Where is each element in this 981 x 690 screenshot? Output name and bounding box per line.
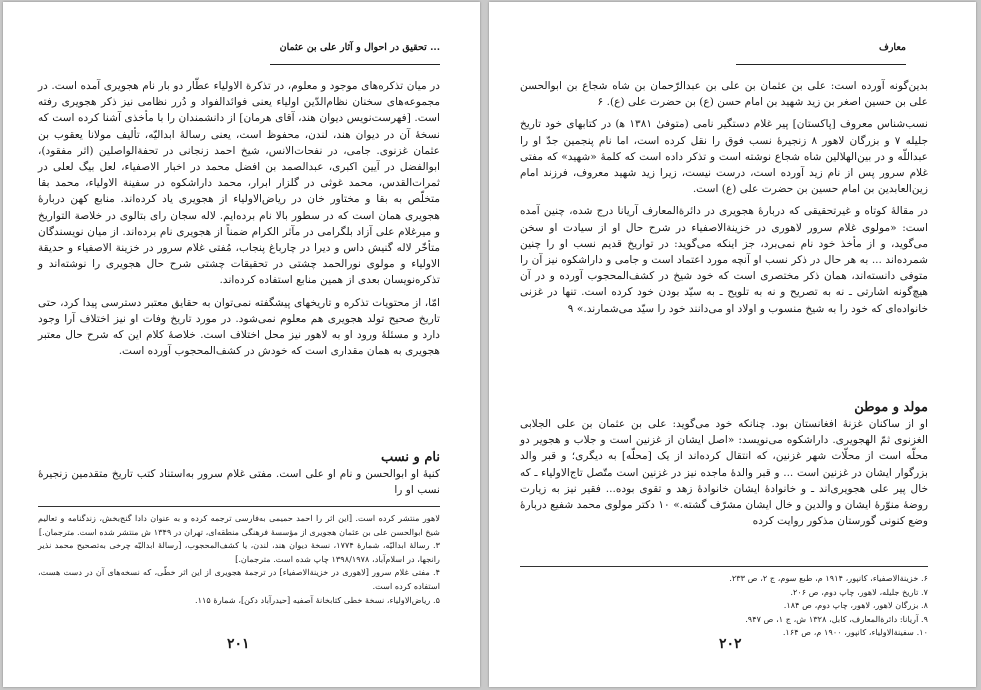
header-rule xyxy=(270,64,440,65)
footnote: ۵. ریاض‌الاولیاء، نسخهٔ خطی کتابخانهٔ آصفیه [حیدرآباد دکن]، شمارهٔ ۱۱۵. xyxy=(194,594,440,605)
page-number: ۲۰۱ xyxy=(227,636,250,652)
paragraph: نسب‌شناس معروف [پاکستان] پیر غلام دستگیر نامی (متوفیٰ ۱۳۸۱ ﻫ) در کتابهای خود تاریخ جلیله ۷ و بزرگان لاهور ۸ زنجیرهٔ نسب فوق را نقل کرده است، اما نام پنجمین جدّ او را عبداللّه و در بین‌الهلالین شاه شجاع نوشته است و تذکر داده است که کلمهٔ «شهید» که مفتی غلام سرور پس از نام زید آورده است، درست نیست، زیرا زید شهید معروف، فرزند امام زین‌العابدین بن امام حسین بن حضرت علی (ع) است. xyxy=(520,118,929,196)
footnote: ۴. مفتی غلام سرور [لاهوری در خزینة‌الاصفیاء] در ترجمهٔ هجویری از این اثر خطّی، که نسخه‌های آن در دست هست، استفاده کرده است. xyxy=(38,567,440,591)
footnote: ۳. رسالهٔ ابدالیّه، شمارهٔ ۱۷۷۴، نسخهٔ دیوان هند، لندن، یا کشف‌المحجوب، [رسالهٔ ابدالیّه چرخی به‌تصحیح محمد نذیر رانجها، در اسلام‌آباد، ۱۳۹۸/۱۹۷۸ چاپ شده است. مترجمان.] xyxy=(38,540,440,564)
right-book-page xyxy=(489,2,976,687)
footnote-rule xyxy=(520,566,928,567)
footnote: ۹. آریانا: دائرة‌المعارف، کابل، ۱۳۲۸ ش، ج ۱، ص ۹۴۷. xyxy=(745,613,928,624)
paragraph: در مقالهٔ کوتاه و غیرتحقیقی که دربارهٔ هجویری در دائرة‌المعارف آریانا درج شده، چنین آمده است: «مولوی غلام سرور لاهوری در خزینة‌الاصفیاء در شرح حال او از سیادت او سخن می‌گوید، و از مأخذ خود نام نمی‌برد، جز اینکه می‌گوید: در تواریخ قدیم نسب او را چنین شمرده‌اند ... به هر حال در ذکر نسب او آنچه مورد اعتماد است و جامی و داراشکوه نیز آن را متوفی دانسته‌اند، همان ذکر مختصری است که خود شیخ در کشف‌المحجوب آورده و در آن هیچ‌گونه اشارتی ـ نه به تصریح و نه به تلویح ـ به سیّد بودن خود کرده است. تنها در غزنی خانواده‌ای که خود را به شیخ منسوب و اولاد او می‌دانند خود را سیّد می‌شمارند.» ۹ xyxy=(520,205,928,315)
footnote: ۶. خزینة‌الاصفیاء، کانپور، ۱۹۱۴ م، طبع سوم، ج ۲، ص ۲۳۳. xyxy=(729,573,928,583)
section-heading: مولد و موطن xyxy=(854,400,928,415)
section-text: کنیهٔ او ابوالحسن و نام او علی است. مفتی غلام سرور به‌استناد کتب تاریخ متقدمین زنجیرهٔ نسب او را xyxy=(38,468,440,497)
main-text xyxy=(520,78,928,323)
footnotes xyxy=(520,572,928,640)
footnote: لاهور منتشر کرده است. [این اثر را احمد حمیمی به‌فارسی ترجمه کرده و به عنوان دادا گنج‌بخش، زندگنامه و تعالیم شیخ ابوالحسن علی بن عثمان هجویری از مؤسسهٔ فرهنگی منطقه‌ای، تهران در ۱۳۴۹ ش منتشر شده است. مترجمان.] xyxy=(38,513,440,537)
footnotes xyxy=(38,512,440,607)
footnote: ۷. تاریخ جلیله، لاهور، چاپ دوم، ص ۲۰۶. xyxy=(790,586,928,597)
page-number: ۲۰۲ xyxy=(719,636,742,652)
left-book-page xyxy=(3,2,480,687)
paragraph: بدین‌گونه آورده است: علی بن عثمان بن علی بن عبدالرّحمان بن شاه شجاع بن ابوالحسن علی بن حسین اصغر بن زید شهید بن امام حسن (ع) بن حضرت علی (ع). ۶ xyxy=(520,80,928,109)
header-rule xyxy=(736,64,906,65)
section-text: او از ساکنان غزنهٔ افغانستان بود. چنانکه خود می‌گوید: علی بن عثمان بن علی الجلابی الغزنوی ثمّ الهجویری. داراشکوه می‌نویسد: «اصل ایشان از غزنین است و جلاب و هجویر دو محلّه است از محلّات شهر غزنین، که انتقال کرده‌اند از یک [محلّه] به دیگری؛ و قبر والد بزرگوار ایشان در غزنین است ... و قبر والدهٔ ماجده نیز در غزنین است متّصل تاج‌الاولیاء ـ که خال پیر علی هجویری‌اند ـ و خانوادهٔ ایشان خانوادهٔ زهد و تقوی بوده... فقیر نیز به زیارت روضهٔ منوّرهٔ ایشان و والدین و خال ایشان مشرّف گشته.» ۱۰ دکتر مولوی محمد شفیع دربارهٔ وضع کنونی گورستان مذکور روایت کرده xyxy=(520,418,929,528)
running-header: معارف xyxy=(878,42,906,53)
paragraph: امّا، از محتویات تذکره و تاریخهای پیشگفته نمی‌توان به حقایق معتبر دسترسی پیدا کرد، حتی تاریخ صحیح تولد هجویری هم معلوم نمی‌شود. در مورد تاریخ وفات او نیز اختلاف آرا وجود دارد و مسئلهٔ ورود او به لاهور نیز محل اختلاف است. خلاصهٔ کلام این که شرح حال معتبر هجویری به همان مقداری است که خودش در کشف‌المحجوب آورده است. xyxy=(38,296,440,358)
footnote: ۸. بزرگان لاهور، لاهور، چاپ دوم، ص ۱۸۴. xyxy=(783,600,928,611)
paragraph: در میان تذکره‌های موجود و معلوم، در تذکرة الاولیاء عطّار دو بار نام هجویری آمده است. در مجموعه‌های سخنان نظام‌الدّین اولیاء یعنی فوائدالفواد و دُرر نظامی نیز ذکر هجویری رفته است. [فهرست‌نویس دیوان هند، آقای هرمان] از دانشمندان را با مأخذی آشنا کرده است که نسخهٔ آن در دیوان هند، لندن، محفوظ است، یعنی رسالهٔ ابدالیّه، تألیف مولانا یعقوب بن عثمان غزنوی. جامی، در نفحات‌الانس، شیخ احمد زنجانی در تحفة‌الواصلین (اثر مفقود)، ابوالفضل در آیین اکبری، عبدالصمد بن افضل محمد در اخبار الاصفیاء، لعل بیگ لعلی در ثمرات‌القدس، محمد غوثی در گلزار ابرار، محمد داراشکوه در سفینة الاولیاء، محمد بقا متخلّص به بقا و مختاور خان در ریاض‌الاولیاء از هجویری یاد کرده‌اند. منابع کهن دربارهٔ هجویری همان است که در سطور بالا نام برده‌ایم. لاله سجان رای بتالوی در خلاصة التواریخ و میرغلام علی آزاد بلگرامی در مآثر الکرام ضمناً از هجویری نام برده‌اند. از میان نویسندگان متأخّر لاله گنیش داس و دیرا در چارباغ پنجاب، مُفتی غلام سرور در خزینة الاصفیاء و حدیقة الاولیاء و مولوی نورالحمد چشتی در تحقیقات چشتی شرح حال هجویری را نوشته‌اند و تذکره‌نویسان بعدی از همین منابع استفاده کرده‌اند. xyxy=(38,80,440,287)
running-header: تحقیق در احوال و آثار علی بن عثمان ... xyxy=(279,42,440,53)
main-text xyxy=(38,78,440,365)
section-heading: نام و نسب xyxy=(381,450,440,465)
footnote: ۱۰. سفینة‌الاولیاء، کانپور، ۱۹۰۰ م، ص ۱۶۴. xyxy=(782,627,928,638)
footnote-rule xyxy=(38,506,440,507)
